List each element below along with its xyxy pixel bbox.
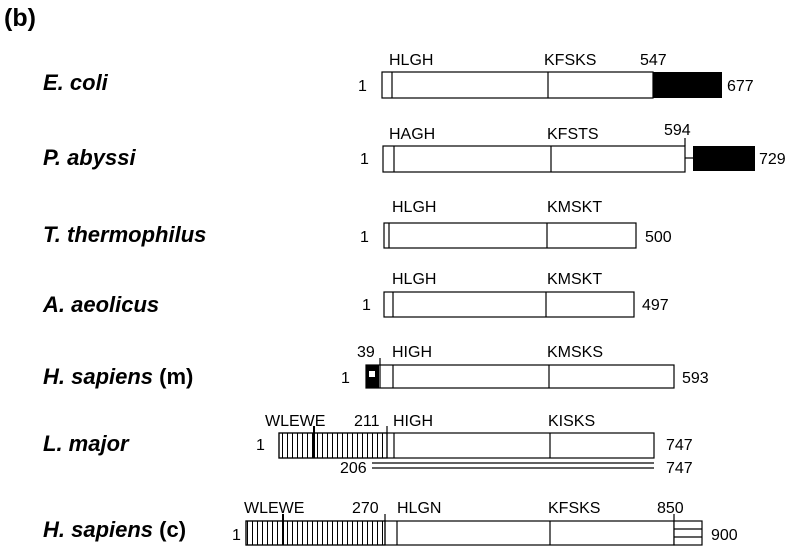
motif1-label: HAGH	[389, 126, 436, 143]
c-terminal-domain	[693, 146, 755, 171]
end-number: 593	[682, 370, 709, 387]
start-number: 1	[256, 437, 265, 454]
domain-bar	[383, 146, 685, 172]
species-label-e-coli: E. coli	[43, 70, 108, 95]
motif1-label: HLGH	[392, 271, 437, 288]
start-number: 1	[360, 229, 369, 246]
domain-bar	[384, 223, 636, 248]
row-h-sapiens-m	[341, 344, 709, 388]
motif1-label: HLGN	[397, 500, 442, 517]
motif1-label: HLGH	[392, 199, 437, 216]
row-h-sapiens-c	[232, 500, 738, 545]
species-label-t-thermophilus: T. thermophilus	[43, 222, 207, 247]
species-label-l-major: L. major	[43, 431, 129, 456]
motif2-label: KMSKT	[547, 199, 603, 216]
motif2-label: KFSKS	[544, 52, 597, 69]
row-a-aeolicus	[362, 271, 669, 317]
motif1-label: HLGH	[389, 52, 434, 69]
c-terminal-domain	[653, 72, 722, 98]
end-number: 747	[666, 437, 693, 454]
n-end-number: 270	[352, 500, 379, 517]
c-terminal-domain	[674, 521, 702, 545]
species-label-h-sapiens-m: H. sapiens (m)	[43, 364, 194, 389]
start-number: 1	[232, 527, 241, 544]
row-p-abyssi	[360, 122, 786, 172]
species-label-p-abyssi: P. abyssi	[43, 145, 136, 170]
species-label-a-aeolicus: A. aeolicus	[43, 292, 160, 317]
row-t-thermophilus	[360, 199, 672, 248]
motif2-label: KMSKT	[547, 271, 603, 288]
start-number: 1	[360, 151, 369, 168]
panel-label: (b)	[4, 4, 36, 32]
c-end-number: 594	[664, 122, 691, 139]
wlewe-label: WLEWE	[265, 413, 326, 430]
n-terminal-extension	[246, 521, 385, 545]
end-number: 500	[645, 229, 672, 246]
start-number: 1	[362, 297, 371, 314]
start-number: 1	[358, 78, 367, 95]
end-number: 497	[642, 297, 669, 314]
subfragment-start-number: 206	[340, 460, 367, 477]
species-label-h-sapiens-c: H. sapiens (c)	[43, 517, 187, 542]
domain-bar	[384, 292, 634, 317]
end-number: 729	[759, 151, 786, 168]
end-number: 677	[727, 78, 754, 95]
subfragment-end-number: 747	[666, 460, 693, 477]
c-end-number: 850	[657, 500, 684, 517]
motif1-label: HIGH	[393, 413, 433, 430]
start-number: 1	[341, 370, 350, 387]
n-terminal-extension-notch	[369, 371, 375, 377]
n-end-number: 39	[357, 344, 375, 361]
motif2-label: KFSTS	[547, 126, 599, 143]
n-terminal-extension	[279, 433, 387, 458]
row-l-major	[256, 413, 693, 477]
end-number: 900	[711, 527, 738, 544]
domain-bar	[366, 365, 674, 388]
motif2-label: KFSKS	[548, 500, 601, 517]
c-end-number: 547	[640, 52, 667, 69]
motif2-label: KMSKS	[547, 344, 604, 361]
motif2-label: KISKS	[548, 413, 596, 430]
wlewe-label: WLEWE	[244, 500, 305, 517]
n-end-number: 211	[354, 413, 380, 430]
row-e-coli	[358, 52, 754, 98]
domain-bar	[382, 72, 653, 98]
motif1-label: HIGH	[392, 344, 432, 361]
